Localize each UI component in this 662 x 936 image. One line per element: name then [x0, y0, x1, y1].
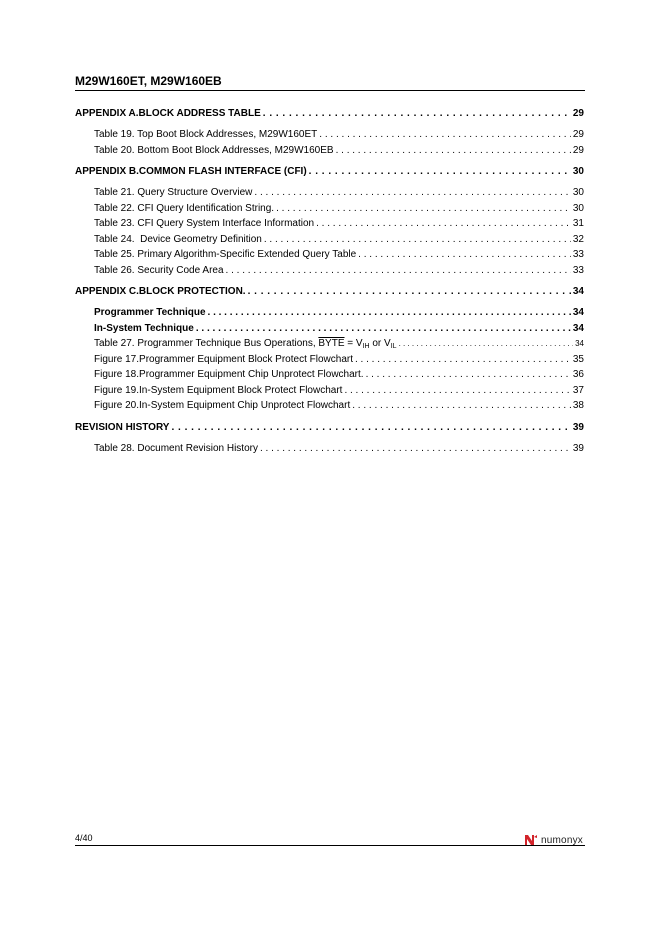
- toc-entry-label-mid: = V: [344, 338, 363, 349]
- toc-subsection-entry[interactable]: [75, 321, 584, 337]
- dot-leader: [254, 185, 570, 201]
- toc-entry-label: Table 19. Top Boot Block Addresses, M29W160ET: [94, 129, 318, 140]
- toc-heading-appendix-b[interactable]: [75, 164, 584, 179]
- toc-page-number: 39: [572, 442, 584, 454]
- toc-heading-label: APPENDIX B.COMMON FLASH INTERFACE (CFI): [75, 166, 307, 177]
- dot-leader: [196, 321, 571, 337]
- toc-page-number: 30: [572, 187, 584, 198]
- subscript-ih: IH: [362, 343, 370, 350]
- toc-page-number: 33: [572, 264, 584, 276]
- dot-leader: [248, 284, 571, 299]
- toc-page-number: 35: [572, 353, 584, 365]
- numonyx-logo-icon: [524, 834, 538, 846]
- footer-divider: [75, 845, 585, 846]
- toc-page-number: 31: [572, 218, 584, 229]
- toc-heading-label: APPENDIX C.BLOCK PROTECTION.: [75, 286, 246, 297]
- toc-entry-label: Table 24. Device Geometry Definition: [94, 233, 262, 245]
- dot-leader: [366, 367, 571, 383]
- numonyx-logo-text: numonyx: [541, 834, 583, 846]
- toc-page-number: 33: [572, 249, 584, 260]
- toc-entry-label: Table 23. CFI Query System Interface Information: [94, 218, 315, 229]
- toc-page-number: 38: [572, 400, 584, 411]
- dot-leader: [260, 441, 571, 457]
- header-divider: [75, 90, 585, 91]
- toc-entry-label: Figure 17.Programmer Equipment Block Protect Flowchart: [94, 353, 353, 365]
- toc-heading-revision-history[interactable]: [75, 420, 584, 435]
- toc-page-number: 30: [572, 202, 584, 214]
- page-number: 4/40: [75, 833, 93, 843]
- dot-leader: [263, 106, 571, 121]
- toc-entry-label-prefix: Table 27. Programmer Technique Bus Operations,: [94, 338, 319, 349]
- toc-heading-appendix-a[interactable]: [75, 106, 584, 121]
- toc-entry-label: Table 21. Query Structure Overview: [94, 187, 253, 198]
- dot-leader: [355, 352, 571, 368]
- toc-section-appendix-b: [75, 164, 584, 278]
- toc-page-number: 36: [572, 369, 584, 380]
- toc-entry[interactable]: [75, 216, 584, 232]
- dot-leader: [264, 232, 571, 248]
- toc-entry[interactable]: [75, 185, 584, 201]
- toc-entry[interactable]: [75, 383, 584, 399]
- toc-entry[interactable]: [75, 127, 584, 143]
- dot-leader: [226, 263, 571, 279]
- toc-entry[interactable]: [75, 336, 584, 352]
- toc-entry-label: Table 28. Document Revision History: [94, 442, 258, 454]
- dot-leader: [319, 127, 571, 143]
- toc-entry-label: Programmer Technique: [94, 307, 206, 318]
- toc-page-number: 34: [575, 339, 584, 348]
- toc-page-number: 39: [572, 421, 584, 433]
- dot-leader: [358, 247, 571, 263]
- dot-leader: [344, 383, 570, 399]
- toc-section-appendix-c: [75, 284, 584, 414]
- toc-entry[interactable]: [75, 263, 584, 279]
- document-title: M29W160ET, M29W160EB: [75, 74, 222, 88]
- subscript-il: IL: [390, 343, 397, 350]
- toc-subsection-entry[interactable]: [75, 305, 584, 321]
- toc-entry[interactable]: [75, 398, 584, 414]
- toc-section-appendix-a: [75, 106, 584, 158]
- dot-leader: [399, 336, 574, 352]
- toc-entry-label: Table 20. Bottom Boot Block Addresses, M29W160EB: [94, 144, 334, 156]
- toc-page-number: 29: [572, 144, 584, 156]
- dot-leader: [171, 420, 570, 435]
- toc-entry-label: [94, 336, 397, 352]
- toc-page-number: 34: [572, 286, 584, 297]
- dot-leader: [309, 164, 571, 179]
- dot-leader: [352, 398, 571, 414]
- toc-heading-appendix-c[interactable]: [75, 284, 584, 299]
- dot-leader: [316, 216, 571, 232]
- toc-entry-label: Figure 18.Programmer Equipment Chip Unprotect Flowchart.: [94, 369, 364, 380]
- toc-entry-label: Table 22. CFI Query Identification String.: [94, 202, 275, 214]
- table-of-contents: [75, 106, 584, 462]
- toc-entry[interactable]: [75, 232, 584, 248]
- toc-entry[interactable]: [75, 367, 584, 383]
- toc-entry[interactable]: [75, 352, 584, 368]
- toc-page-number: 29: [572, 129, 584, 140]
- byte-signal-overline: BYTE: [318, 338, 345, 349]
- toc-page-number: 30: [572, 166, 584, 177]
- toc-section-revision-history: [75, 420, 584, 457]
- toc-page-number: 37: [572, 384, 584, 396]
- dot-leader: [276, 201, 571, 217]
- toc-page-number: 29: [572, 108, 584, 119]
- toc-entry[interactable]: [75, 441, 584, 457]
- toc-entry[interactable]: [75, 143, 584, 159]
- toc-page-number: 34: [572, 307, 584, 318]
- toc-heading-label: APPENDIX A.BLOCK ADDRESS TABLE: [75, 108, 261, 119]
- toc-page-number: 34: [572, 322, 584, 334]
- dot-leader: [208, 305, 571, 321]
- toc-entry-label: In-System Technique: [94, 322, 194, 334]
- toc-entry-label: Table 26. Security Code Area: [94, 264, 224, 276]
- toc-entry-label-or: or V: [369, 338, 391, 349]
- toc-page-number: 32: [572, 233, 584, 245]
- numonyx-logo: [524, 834, 583, 846]
- toc-entry[interactable]: [75, 247, 584, 263]
- toc-entry-label: Figure 19.In-System Equipment Block Protect Flowchart: [94, 384, 343, 396]
- dot-leader: [336, 143, 571, 159]
- toc-entry-label: Figure 20.In-System Equipment Chip Unprotect Flowchart: [94, 400, 351, 411]
- toc-entry-label: Table 25. Primary Algorithm-Specific Extended Query Table: [94, 249, 357, 260]
- toc-heading-label: REVISION HISTORY: [75, 421, 170, 433]
- toc-entry[interactable]: [75, 201, 584, 217]
